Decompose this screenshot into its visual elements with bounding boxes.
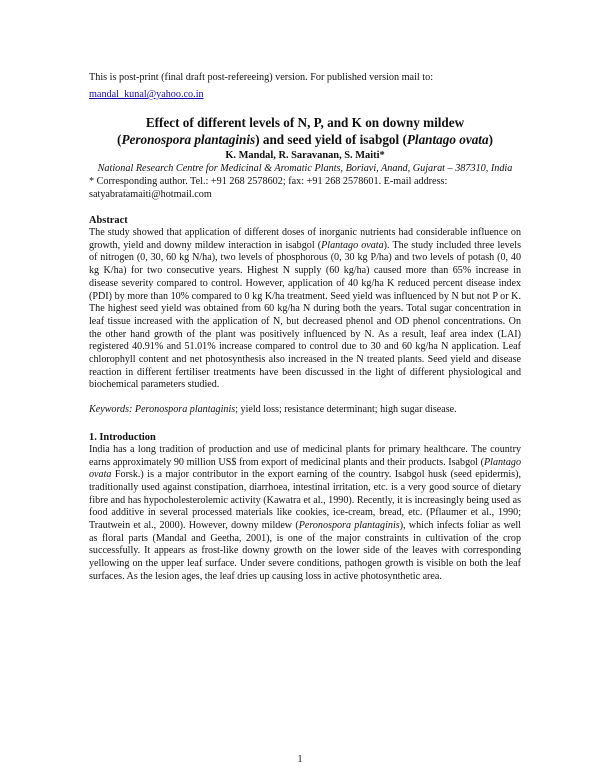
intro-text-2: Forsk.) is a major contributor in the export earning of the country. Isabgol husk (seed epidermis), traditionally used against constipation, diarrhoea, intestinal irritation, etc. is a very good source of dietary fibre and has hypocholesterolemic activity (Kawatra et al., 1990). Recently, it is increasingly being used as food additive in several processed materials like cookies, ice-cream, bread, etc. (Pflaumer et al., 1990; Trautwein et al., 2000). However, downy mildew ( — [89, 469, 521, 532]
corresponding-author: * Corresponding author. Tel.: +91 268 2578602; fax: +91 268 2578601. E-mail address: satyabratamaiti@hotmail.com — [89, 176, 448, 200]
keywords-label: Keywords: — [89, 404, 133, 416]
header-email-link[interactable]: mandal_kunal@yahoo.co.in — [89, 89, 204, 100]
introduction-heading: 1. Introduction — [89, 431, 156, 443]
keywords-rest: ; yield loss; resistance determinant; high sugar disease. — [235, 404, 457, 416]
document-page — [89, 71, 521, 584]
authors: K. Mandal, R. Saravanan, S. Maiti* — [225, 150, 385, 161]
title-middle: ) and seed yield of isabgol ( — [255, 132, 407, 147]
title-pathogen: Peronospora plantaginis — [121, 132, 256, 147]
introduction-text — [89, 444, 521, 584]
paper-title — [89, 114, 521, 148]
title-close-paren: ) — [488, 132, 493, 147]
intro-text-1: India has a long tradition of production and use of medicinal plants for primary healthcare. The country earns approximately 90 million US$ from export of medicinal plants and their products. Isabgol ( — [89, 443, 521, 468]
abstract-plant-name: Plantago ovata — [321, 239, 384, 251]
affiliation: National Research Centre for Medicinal & Aromatic Plants, Boriavi, Anand, Gujarat – 387310, India — [97, 163, 513, 174]
abstract-text-a: The study showed that application of different doses of inorganic nutrients had considerable influence on growth, yield and downy mildew interaction in isabgol ( — [89, 227, 521, 251]
page-number: 1 — [297, 754, 303, 765]
post-print-note: This is post-print (final draft post-refereeing) version. For published version mail to: — [89, 72, 434, 83]
intro-text-3: ), which infects foliar as well as floral parts (Mandal and Geetha, 2001), is one of the major constraints in cultivation of the crop successfully. It appears as frost-like downy growth on the lower side of the leaves with corresponding yellowing on the upper leaf surface. Under severe conditions, pathogen growth is visible on both the leaf surfaces. As the lesion ages, the leaf dries up causing loss in active photosynthetic area. — [89, 520, 521, 582]
abstract-heading: Abstract — [89, 215, 128, 226]
abstract-text — [89, 227, 521, 392]
title-line-1: Effect of different levels of N, P, and K on downy mildew — [145, 115, 465, 130]
intro-plant-name: Plantago ovata — [89, 456, 521, 481]
keywords-pathogen: Peronospora plantaginis — [134, 404, 236, 416]
keywords — [89, 404, 521, 417]
abstract-text-b: ). The study included three levels of nitrogen (0, 30, 60 kg N/ha), two levels of phosphorous (0, 30 kg P/ha) and two levels of potash (0, 40 kg K/ha) for two consecutive years. Highest N supply (60 kg/ha) caused more than 65% increase in disease severity compared to control. However, application of 40 kg/ha K reduced percent disease index (PDI) by more than 10% compared to 0 kg K/ha treatment. Seed yield was influenced by N but not P or K. The highest seed yield was obtained from 60 kg/ha N during both the years. Total sugar concentration in leaf tissue increased with the application of N, but decreased phenol and OD phenol concentrations. On the other hand growth of the plant was positively influenced by N. As a result, leaf area index (LAI) registered 40.91% and 51.01% increase compared to control due to 30 and 60 kg/ha N application. Leaf chlorophyll content and net photosynthesis also increased in the N treated plants. Seed yield and disease reaction in different fertiliser treatments have been discussed in the light of different physiological and biochemical parameters studied. — [89, 239, 521, 391]
title-plant: Plantago ovata — [406, 132, 489, 147]
intro-pathogen-name: Peronospora plantaginis — [298, 520, 400, 532]
title-open-paren: ( — [117, 132, 122, 147]
